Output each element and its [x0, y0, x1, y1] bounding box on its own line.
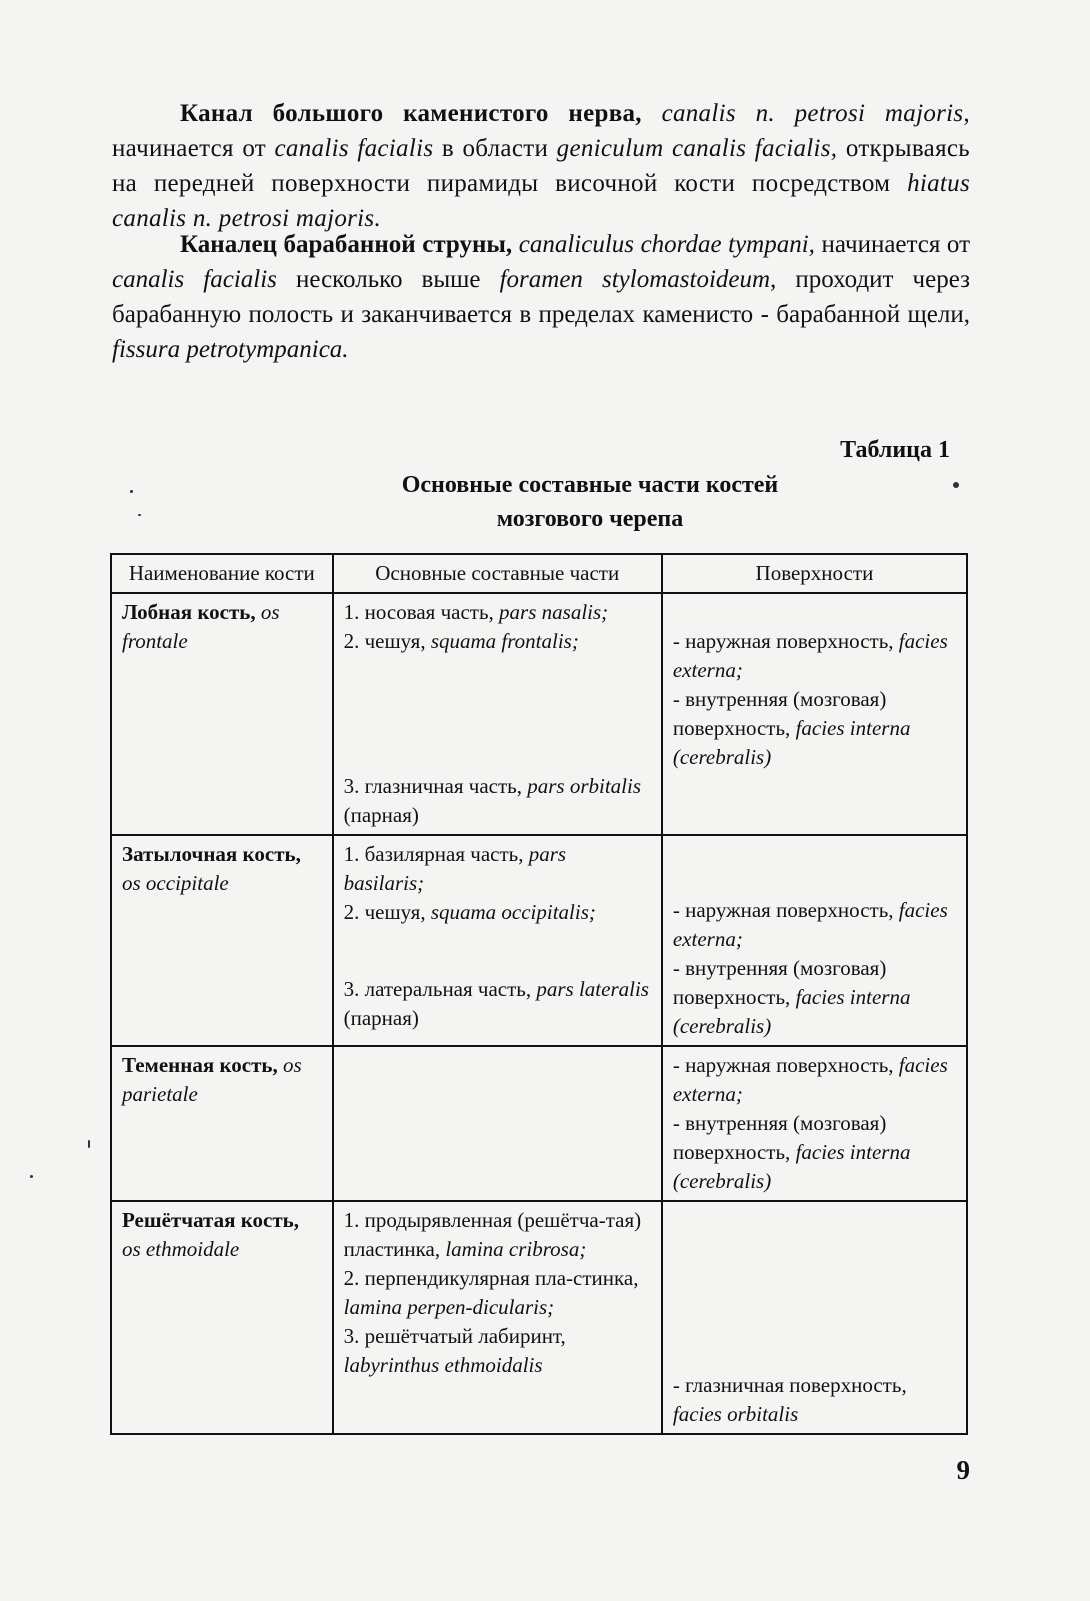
surfaces-cell	[662, 1046, 967, 1201]
latin-term: hiatus canalis n. petrosi majoris.	[112, 170, 970, 232]
scan-speck	[138, 514, 141, 516]
surface-item: - наружная поверхность, facies externa;	[672, 898, 948, 951]
term: Каналец барабанной струны,	[180, 231, 513, 258]
scan-speck	[130, 490, 133, 493]
latin-term: fissura petrotympanica.	[112, 336, 349, 363]
bones-table	[110, 553, 968, 1435]
surfaces-cell	[662, 835, 967, 1046]
part-item: 1. базилярная часть, pars basilaris;	[343, 842, 567, 895]
header-bone-name: Наименование кости	[111, 554, 333, 593]
surfaces-cell	[662, 593, 967, 835]
surface-item: - внутренняя (мозговая) поверхность, facies interna (cerebralis)	[672, 1111, 911, 1193]
table-row	[111, 1046, 967, 1201]
parts-cell	[333, 1046, 662, 1201]
part-item: 2. чешуя, squama frontalis;	[343, 629, 579, 653]
term: Канал большого каменистого нерва,	[180, 100, 642, 127]
part-item: 3. решётчатый лабиринт, labyrinthus ethmoidalis	[343, 1324, 566, 1377]
paragraph-greater-petrosal-canal	[112, 96, 970, 236]
latin-term: canalis facialis	[112, 266, 277, 293]
table-label: Таблица 1	[840, 437, 950, 463]
table-row	[111, 593, 967, 835]
table-title-line-1: Основные составные части костей	[401, 472, 779, 498]
surface-item: - наружная поверхность, facies externa;	[672, 629, 948, 682]
table-header-row	[111, 554, 967, 593]
table-row	[111, 835, 967, 1046]
bone-name-cell: Затылочная кость, os occipitale	[111, 835, 333, 1046]
paragraph-chorda-tympani-canaliculus	[112, 227, 970, 367]
bone-name-cell: Теменная кость, os parietale	[111, 1046, 333, 1201]
scan-speck	[953, 482, 959, 488]
table-title	[300, 468, 880, 536]
text: проходит через барабанную полость и заканчивается в пределах каменисто - барабанной щели,	[112, 266, 971, 328]
latin-term: foramen stylomastoideum,	[499, 266, 777, 293]
part-item: 2. перпендикулярная пла-стинка, lamina perpen-dicularis;	[343, 1266, 639, 1319]
surface-item: - глазничная поверхность, facies orbitalis	[672, 1373, 907, 1426]
parts-cell	[333, 835, 662, 1046]
header-surfaces: Поверхности	[662, 554, 967, 593]
surfaces-cell	[662, 1201, 967, 1434]
bone-name-cell: Решётчатая кость, os ethmoidale	[111, 1201, 333, 1434]
parts-cell	[333, 593, 662, 835]
scan-speck	[88, 1140, 90, 1148]
table-title-line-2: мозгового черепа	[496, 506, 684, 532]
latin-term: geniculum canalis facialis,	[556, 135, 838, 162]
header-parts: Основные составные части	[333, 554, 662, 593]
surface-item: - наружная поверхность, facies externa;	[672, 1053, 948, 1106]
table-row	[111, 1201, 967, 1434]
latin-term: canaliculus chordae tympani,	[518, 231, 815, 258]
latin-term: canalis n. petrosi majoris,	[661, 100, 970, 127]
bone-name-cell: Лобная кость, os frontale	[111, 593, 333, 835]
text: несколько выше	[295, 266, 481, 293]
parts-cell	[333, 1201, 662, 1434]
text: в области	[441, 135, 549, 162]
surface-item: - внутренняя (мозговая) поверхность, facies interna (cerebralis)	[672, 956, 911, 1038]
surface-item: - внутренняя (мозговая) поверхность, facies interna (cerebralis)	[672, 687, 911, 769]
latin-term: canalis facialis	[274, 135, 434, 162]
part-item: 1. носовая часть, pars nasalis;	[343, 600, 609, 624]
scan-speck	[30, 1175, 33, 1178]
part-item: 3. глазничная часть, pars orbitalis (парная)	[343, 774, 642, 827]
part-item: 2. чешуя, squama occipitalis;	[343, 900, 596, 924]
text: открываясь на передней поверхности пирамиды височной кости посредством	[112, 135, 970, 197]
part-item: 3. латеральная часть, pars lateralis (парная)	[343, 977, 649, 1030]
text: начинается от	[112, 135, 267, 162]
page-number: 9	[956, 1455, 970, 1485]
text: начинается от	[821, 231, 971, 258]
part-item: 1. продырявленная (решётча-тая) пластинка, lamina cribrosa;	[343, 1208, 642, 1261]
